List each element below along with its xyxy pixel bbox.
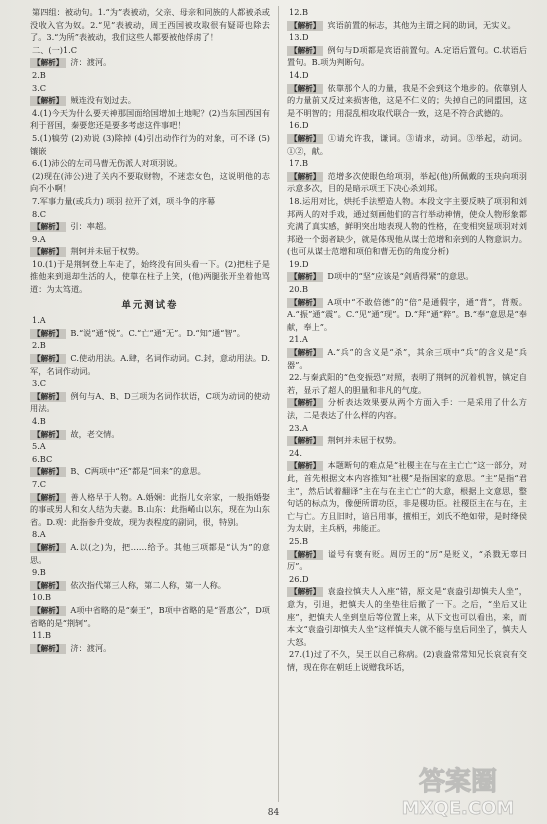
answer-line	[30, 390, 270, 415]
answer-line	[30, 604, 270, 629]
answer-text: 故，老交情。	[70, 428, 120, 439]
answer-text: 8.A	[32, 529, 46, 540]
answer-text: 二、(一)1.C	[32, 44, 78, 55]
answer-line	[30, 579, 270, 592]
analysis-tag: 【解析】	[30, 467, 66, 477]
answer-line	[30, 453, 270, 466]
answer-line	[30, 541, 270, 566]
answer-text: 2.B	[32, 340, 46, 351]
answer-line	[30, 465, 270, 478]
analysis-tag: 【解析】	[287, 461, 323, 471]
answer-line	[30, 208, 270, 221]
watermark-line2: MXQE.COM	[401, 798, 515, 819]
answer-text: 18.运用对比，烘托手法塑造人物。本段文字主要反映了项羽和刘邦两人的对手戏，通过刻画他们的言行举动神情，使众人物形象都充满了真实感，鲜明突出地表现人物的性格，在变相突显项羽对刘邦逊一个弱者缺少，就是体现他从谋士范增和亲到的人物意识力。(也可从谋士范增和项伯和曹无伤的角度分析)	[287, 195, 527, 257]
answer-line	[30, 314, 270, 327]
answer-text: D项中的“坚”应该是“剑盾得紧”的意思。	[327, 271, 474, 282]
answer-line	[287, 157, 527, 170]
answer-text: 1.A	[32, 315, 46, 326]
answer-text: 贼连没有划过去。	[70, 95, 136, 106]
answer-line	[287, 44, 527, 69]
answer-text: 12.B	[289, 7, 309, 17]
answer-line	[30, 56, 270, 69]
analysis-tag: 【解析】	[287, 46, 323, 56]
answer-line	[30, 170, 270, 195]
answer-line	[30, 6, 270, 44]
analysis-tag: 【解析】	[30, 58, 66, 68]
answer-line	[287, 258, 527, 271]
answer-text: A.“兵”的含义是“杀”，其余三项中“兵”的含义是“兵器”。	[287, 347, 527, 370]
answer-text: B.“说”通“悦”。C.“亡”通“无”。D.“知”通“智”。	[70, 327, 245, 338]
answer-text: 24.	[289, 447, 303, 458]
answer-text: ①请允许我，谦词。③请求，动词。③举起，动词。①②，献。	[287, 132, 527, 156]
answer-text: 5.A	[32, 441, 46, 452]
analysis-tag: 【解析】	[287, 84, 323, 94]
answer-line	[30, 69, 270, 82]
analysis-tag: 【解析】	[287, 21, 323, 31]
answer-line	[287, 346, 527, 371]
answer-text: 6.BC	[32, 453, 53, 464]
answer-line	[30, 415, 270, 428]
answer-text: 善人格早于人物。A.婚娴：此指儿女亲家，一般指婚娶的事或男人和女人结为夫妻。B.山东：此指崤山以东，现在为山东省。D.观：此指参升变故，现为表程度的副词，很，特别。	[30, 491, 270, 527]
answer-text: (2)现在(沛公)进了关内不要取财物，不迷恋女色，这说明他的志向不小啊！	[30, 170, 270, 194]
answer-text: 荆轲并未屈于权势。	[327, 435, 402, 446]
answer-text: 7.C	[32, 478, 47, 489]
answer-text: 4.(1)今天为什么要天神那国面给国增加土地呢？(2)当东国西国有利于晋国，秦要您还是要多考虑这件事吧！	[30, 107, 270, 131]
answer-text: A项中省略的是“秦王”，B项中省略的是“晋惠公”，D项省略的是“荆轲”。	[30, 604, 270, 628]
answer-line	[30, 440, 270, 453]
analysis-tag: 【解析】	[30, 392, 66, 402]
answer-line	[287, 396, 527, 421]
answer-line	[287, 195, 527, 258]
answer-line	[287, 548, 527, 573]
analysis-tag: 【解析】	[30, 329, 66, 339]
answer-text: 依靠那个人的力量，我是不会到这个地步的。依靠别人的力量前又反过来损害他，这是不仁义的；失掉自己的同盟国，这是不明智的；用混乱相攻取代联合一致，这是不符合武德的。	[287, 82, 527, 118]
answer-line	[287, 283, 527, 296]
answer-text: 依次指代第三人称，第二人称，第一人称。	[70, 579, 226, 590]
answer-line	[287, 119, 527, 132]
answer-line	[287, 69, 527, 82]
answer-text: 4.B	[32, 416, 46, 426]
answer-text: 3.C	[32, 82, 47, 93]
analysis-tag: 【解析】	[30, 247, 66, 257]
answer-text: 2.B	[32, 69, 46, 80]
answer-line	[287, 585, 527, 648]
answer-line	[287, 447, 527, 460]
answer-text: 26.D	[289, 573, 309, 584]
answer-line	[30, 132, 270, 157]
answer-line	[30, 82, 270, 95]
analysis-tag: 【解析】	[30, 606, 66, 616]
answer-line	[30, 339, 270, 352]
answer-text: 分析表达效果要从两个方面入手：一是采用了什么方法，二是表达了什么样的内容。	[287, 397, 527, 420]
answer-line	[287, 573, 527, 586]
answer-line	[30, 195, 270, 208]
answer-text: 荆轲并未屈于权势。	[70, 246, 145, 257]
answer-text: 13.D	[289, 32, 309, 43]
answer-line	[30, 94, 270, 107]
answer-line	[287, 459, 527, 535]
analysis-tag: 【解析】	[30, 493, 66, 503]
analysis-tag: 【解析】	[287, 272, 323, 282]
answer-text: 例句与D项都是宾语前置句。A.定语后置句。C.状语后置句。B.项为判断句。	[287, 44, 527, 68]
answer-line	[30, 327, 270, 340]
answer-line	[287, 371, 527, 396]
answer-line	[30, 377, 270, 390]
answer-text: 11.B	[32, 630, 52, 641]
right-column	[287, 6, 527, 804]
answer-text: 8.C	[32, 208, 47, 219]
answer-text: 宾语前置的标志，其他为主谓之间的助词，无实义。	[327, 19, 516, 30]
answer-line	[30, 233, 270, 246]
answer-text: 27.(1)过了不久，吴王以自己称病。(2)袁盎常常知兄长哀哀有交情，现在你在朝廷上说赠我坏话，	[287, 649, 527, 672]
answer-text: 第四组：被动句。1.“为”表被动，父亲、母亲和同族的人都被杀或没收入官为奴。2.“见”表被动，周王西国被攻取很有疑哥也除去了。3.“为所”表被动，我们这些人都要被他俘虏了！	[30, 7, 270, 43]
answer-text: 10.(1)于是荆轲登上车走了，始终没有回头看一下。(2)把柱子是推他来到退却生活的人，使靠在柱子上笑，(他)两腿张开坐着他骂道：为太笃道。	[30, 258, 270, 295]
column-divider	[278, 6, 279, 802]
answer-text: 14.D	[289, 69, 309, 80]
analysis-tag: 【解析】	[30, 581, 66, 591]
answer-text: 5.(1)犒劳 (2)劝说 (3)除掉 (4)引出动作行为的对象，可不译 (5)镶嵌	[30, 132, 270, 156]
answer-line	[30, 44, 270, 57]
analysis-tag: 【解析】	[287, 398, 323, 408]
answer-text: 17.B	[289, 158, 309, 169]
analysis-tag: 【解析】	[30, 354, 66, 364]
analysis-tag: 【解析】	[30, 543, 66, 553]
answer-line	[287, 6, 527, 19]
answer-line	[30, 220, 270, 233]
answer-text: 引：率超。	[70, 221, 112, 232]
answer-line	[30, 428, 270, 441]
answer-line	[287, 535, 527, 548]
analysis-tag: 【解析】	[30, 222, 66, 232]
answer-text: A.以(之)为，把……给予。其他三项都是“认为”的意思。	[30, 541, 270, 565]
answer-text: C.使动用法。A.肆，名词作动词。C.封，意动用法。D.军，名词作动词。	[30, 353, 270, 376]
answer-line	[30, 352, 270, 377]
answer-text: 25.B	[289, 535, 309, 546]
answer-text: 袁盎拉慎夫人入座“错，原文是“袁盎引却慎夫人坐”，意为，引退，把慎夫人的坐垫往后撤了一下。之后，“坐后又让座”，把慎夫人坐到皇后等位置上来，从下文也可以看出，来，而本文“袁盎引却慎夫人坐”这样慎夫人就不能与皇后同坐了，慎夫人大怒。	[287, 586, 527, 647]
answer-line	[287, 270, 527, 283]
answer-text: 3.C	[32, 378, 47, 389]
answer-text: 范增多次使眼色给项羽，举起(他)所佩戴的玉玦向项羽示意多次，目的是暗示项王下决心杀刘邦。	[287, 170, 527, 194]
analysis-tag: 【解析】	[287, 348, 323, 358]
answer-text: B、C两项中“还”都是“回来”的意思。	[70, 466, 206, 477]
section-heading: 单元测试卷	[121, 299, 179, 311]
answer-line	[287, 82, 527, 120]
answer-text: 22.与秦武阳的“色变振恐”对照，表明了荆轲的沉着机智，镇定自若，显示了超人的胆量和非凡的气度。	[287, 372, 527, 395]
answer-text: 本题断句的难点是“社稷主在与在主亡亡”这一部分，对此，首先根据文本内容推知“社稷”是指国家的意思。“主”是指“君主”，然后试着翻译“主在与在主亡亡”的大意，根据上文意思，整句话的标点为，像便所谓功臣，非是稷功臣。社稷臣主在与在，主亡与亡。方且旧时，谙吕用事，擅相王，刘氏不绝如带，是时绛侯为太尉，主兵柄，弗能正。	[287, 460, 527, 534]
answer-text: 例句与A、B、D三项为名词作状语，C项为动词的使动用法。	[30, 390, 270, 414]
answer-line	[30, 566, 270, 579]
answer-text: 21.A	[289, 334, 308, 345]
analysis-tag: 【解析】	[287, 436, 323, 446]
answer-text: 19.D	[289, 258, 309, 269]
answer-text: 济：渡河。	[70, 642, 112, 653]
answer-text: 23.A	[289, 422, 308, 433]
left-column	[30, 6, 270, 804]
answer-line	[287, 132, 527, 157]
answer-line	[287, 19, 527, 32]
answer-text: 6.(1)沛公的左司马曹无伤派人对项羽说。	[32, 158, 183, 169]
answer-line	[30, 629, 270, 642]
analysis-tag: 【解析】	[287, 550, 323, 560]
answer-line	[30, 107, 270, 132]
answer-line	[30, 491, 270, 529]
answer-line	[30, 245, 270, 258]
answer-text: 9.B	[32, 567, 46, 578]
answer-line	[287, 333, 527, 346]
answer-line	[287, 648, 527, 673]
page-number: 84	[267, 808, 280, 818]
answer-line	[287, 434, 527, 447]
watermark-line1: 答案圈	[418, 767, 498, 797]
analysis-tag: 【解析】	[287, 134, 323, 144]
analysis-tag: 【解析】	[287, 298, 323, 308]
answer-text: 10.B	[32, 592, 52, 603]
answer-text: 9.A	[32, 233, 46, 244]
analysis-tag: 【解析】	[287, 172, 323, 182]
analysis-tag: 【解析】	[287, 587, 323, 597]
answer-line	[30, 258, 270, 296]
answer-line	[30, 591, 270, 604]
answer-text: A项中“不敢倍德”的“倍”是通假字，通“背”，背叛。A.“振”通“震”。C.“见”通“现”。D.“拜”通“粹”。B.“奉”意思是“奉献，奉上”。	[287, 296, 527, 332]
answer-line	[287, 31, 527, 44]
analysis-tag: 【解析】	[30, 430, 66, 440]
answer-text: 20.B	[289, 284, 309, 295]
answer-line	[287, 422, 527, 435]
answer-text: 7.军事力量(或兵力) 项羽 拉开了刘，项斗争的序幕	[32, 195, 216, 206]
analysis-tag: 【解析】	[30, 96, 66, 106]
answer-line	[30, 642, 270, 655]
analysis-tag: 【解析】	[30, 644, 66, 654]
answer-text: 谥号有褒有贬。周厉王的“厉”是贬义，“杀戮无辜曰厉”。	[287, 548, 527, 572]
answer-line	[287, 170, 527, 195]
answer-text: 济：渡河。	[70, 57, 112, 68]
answer-line	[30, 478, 270, 491]
answer-text: 16.D	[289, 120, 309, 131]
answer-line	[30, 528, 270, 541]
answer-line	[287, 296, 527, 334]
answer-line	[30, 157, 270, 170]
